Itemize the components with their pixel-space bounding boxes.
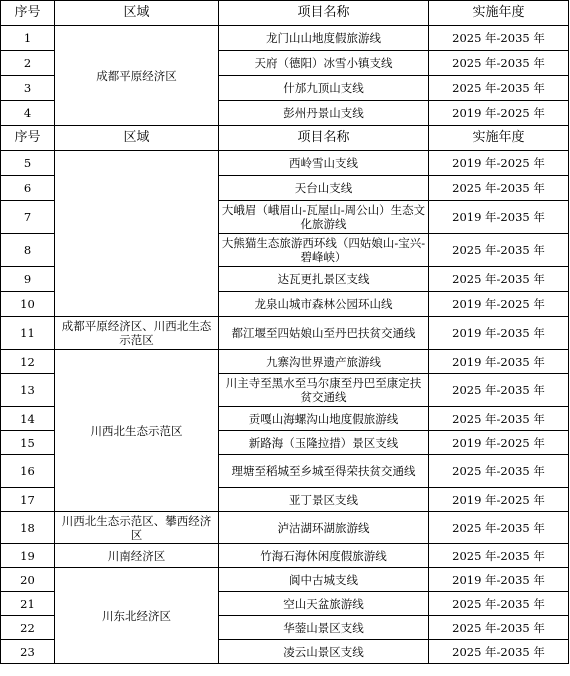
year-range: 2025 年-2035 年 [429, 176, 569, 201]
table-row [1, 317, 569, 350]
row-no: 4 [1, 101, 55, 126]
project-name: 大熊猫生态旅游西环线（四姑娘山-宝兴-碧峰峡） [219, 234, 429, 267]
year-range: 2025 年-2035 年 [429, 26, 569, 51]
region-cell: 川南经济区 [55, 544, 219, 568]
project-name: 都江堰至四姑娘山至丹巴扶贫交通线 [219, 317, 429, 350]
project-name: 泸沽湖环湖旅游线 [219, 512, 429, 544]
region-cell: 川西北生态示范区、攀西经济区 [55, 512, 219, 544]
row-no: 21 [1, 592, 55, 616]
row-no: 8 [1, 234, 55, 267]
project-name: 九寨沟世界遗产旅游线 [219, 350, 429, 374]
row-no: 22 [1, 616, 55, 640]
year-range: 2019 年-2025 年 [429, 488, 569, 512]
row-no: 3 [1, 76, 55, 101]
year-range: 2025 年-2035 年 [429, 455, 569, 488]
region-cell: 川东北经济区 [55, 568, 219, 664]
year-range: 2019 年-2025 年 [429, 101, 569, 126]
year-range: 2025 年-2035 年 [429, 544, 569, 568]
header-project: 项目名称 [219, 126, 429, 151]
year-range: 2025 年-2035 年 [429, 374, 569, 407]
project-name: 凌云山景区支线 [219, 640, 429, 664]
row-no: 16 [1, 455, 55, 488]
table-row [1, 26, 569, 51]
project-name: 西岭雪山支线 [219, 151, 429, 176]
row-no: 11 [1, 317, 55, 350]
header-year: 实施年度 [429, 1, 569, 26]
row-no: 14 [1, 407, 55, 431]
year-range: 2019 年-2035 年 [429, 317, 569, 350]
row-no: 20 [1, 568, 55, 592]
table-header-row [1, 126, 569, 151]
table-row [1, 350, 569, 374]
table-row [1, 544, 569, 568]
row-no: 2 [1, 51, 55, 76]
header-project: 项目名称 [219, 1, 429, 26]
region-cell: 成都平原经济区 [55, 26, 219, 126]
row-no: 9 [1, 267, 55, 292]
year-range: 2025 年-2035 年 [429, 407, 569, 431]
project-name: 竹海石海休闲度假旅游线 [219, 544, 429, 568]
region-cell: 川西北生态示范区 [55, 350, 219, 512]
project-name: 新路海（玉隆拉措）景区支线 [219, 431, 429, 455]
project-name: 彭州丹景山支线 [219, 101, 429, 126]
header-no: 序号 [1, 126, 55, 151]
row-no: 6 [1, 176, 55, 201]
header-year: 实施年度 [429, 126, 569, 151]
header-region: 区域 [55, 1, 219, 26]
year-range: 2025 年-2035 年 [429, 616, 569, 640]
year-range: 2019 年-2035 年 [429, 350, 569, 374]
project-name: 大峨眉（峨眉山-瓦屋山-周公山）生态文化旅游线 [219, 201, 429, 234]
header-region: 区域 [55, 126, 219, 151]
row-no: 1 [1, 26, 55, 51]
header-no: 序号 [1, 1, 55, 26]
year-range: 2019 年-2025 年 [429, 151, 569, 176]
table-header-row [1, 1, 569, 26]
project-name: 华蓥山景区支线 [219, 616, 429, 640]
row-no: 15 [1, 431, 55, 455]
row-no: 13 [1, 374, 55, 407]
project-name: 阆中古城支线 [219, 568, 429, 592]
region-cell: 成都平原经济区、川西北生态示范区 [55, 317, 219, 350]
region-cell [55, 151, 219, 317]
year-range: 2025 年-2035 年 [429, 267, 569, 292]
year-range: 2025 年-2035 年 [429, 234, 569, 267]
year-range: 2025 年-2035 年 [429, 640, 569, 664]
row-no: 10 [1, 292, 55, 317]
year-range: 2025 年-2035 年 [429, 51, 569, 76]
year-range: 2025 年-2035 年 [429, 512, 569, 544]
row-no: 23 [1, 640, 55, 664]
table-row [1, 568, 569, 592]
project-name: 贡嘎山海螺沟山地度假旅游线 [219, 407, 429, 431]
year-range: 2019 年-2035 年 [429, 201, 569, 234]
year-range: 2019 年-2035 年 [429, 568, 569, 592]
row-no: 17 [1, 488, 55, 512]
row-no: 18 [1, 512, 55, 544]
row-no: 5 [1, 151, 55, 176]
row-no: 12 [1, 350, 55, 374]
year-range: 2019 年-2025 年 [429, 292, 569, 317]
project-name: 空山天盆旅游线 [219, 592, 429, 616]
year-range: 2025 年-2035 年 [429, 592, 569, 616]
project-name: 什邡九顶山支线 [219, 76, 429, 101]
project-name: 川主寺至黑水至马尔康至丹巴至康定扶贫交通线 [219, 374, 429, 407]
table-row [1, 512, 569, 544]
project-name: 达瓦更扎景区支线 [219, 267, 429, 292]
project-name: 天台山支线 [219, 176, 429, 201]
row-no: 7 [1, 201, 55, 234]
project-name: 龙泉山城市森林公园环山线 [219, 292, 429, 317]
table-row [1, 151, 569, 176]
project-name: 理塘至稻城至乡城至得荣扶贫交通线 [219, 455, 429, 488]
row-no: 19 [1, 544, 55, 568]
project-name: 龙门山山地度假旅游线 [219, 26, 429, 51]
year-range: 2019 年-2025 年 [429, 431, 569, 455]
year-range: 2025 年-2035 年 [429, 76, 569, 101]
project-name: 天府（德阳）冰雪小镇支线 [219, 51, 429, 76]
project-name: 亚丁景区支线 [219, 488, 429, 512]
